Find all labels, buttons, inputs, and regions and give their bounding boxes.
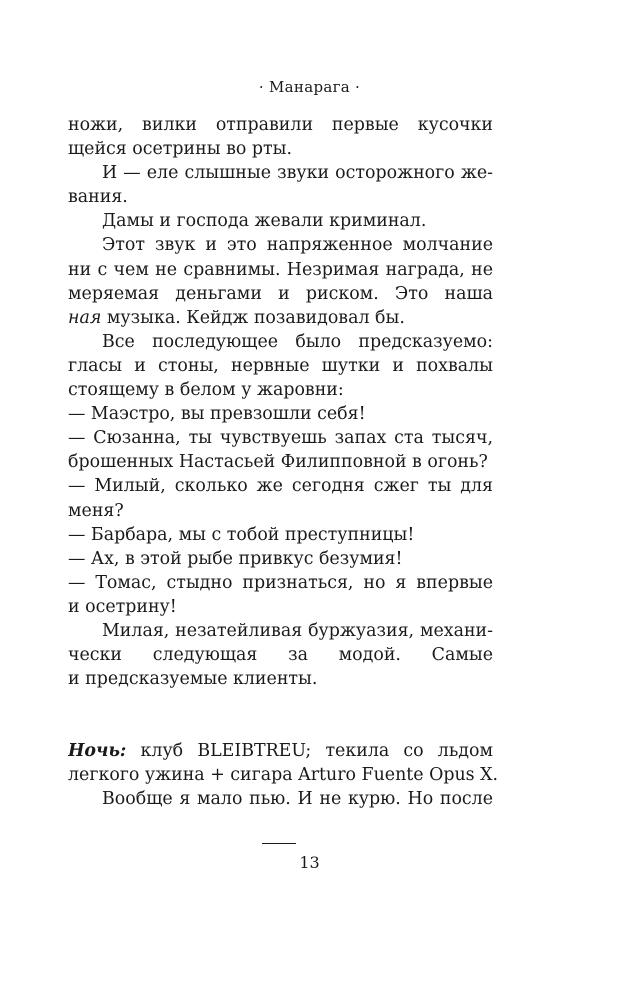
dialogue-line: брошенных Настасьей Филипповной в огонь? [68, 452, 488, 473]
text-line: ножи, вилки отправили первые кусочки [68, 115, 493, 135]
text-line: Милая, незатейливая буржуазия, механи- [102, 620, 493, 641]
italic-word: ная [68, 307, 102, 328]
text-line: Ночь: клуб BLEIBTREU; текила со льдом [68, 741, 493, 761]
dialogue-line: меня? [68, 500, 124, 521]
text-line: вания. [68, 187, 128, 208]
text-line: гласы и стоны, нервные шутки и похвалы [68, 355, 493, 376]
footer-rule [262, 843, 296, 844]
dialogue-line: — Барбара, мы с тобой преступницы! [68, 524, 415, 545]
text-line: ная музыка. Кейдж позавидовал бы. [68, 307, 405, 328]
dialogue-line: — Томас, стыдно признаться, но я впервые [68, 572, 493, 593]
text-line: щейся осетрины во рты. [68, 139, 293, 160]
dialogue-line: — Сюзанна, ты чувствуешь запах ста тысяч, [68, 428, 493, 449]
text-line: легкого ужина + сигара Arturo Fuente Opus X. [68, 765, 499, 786]
text-line: стоящему в белом у жаровни: [68, 380, 344, 401]
running-title: · Манарага · [258, 78, 361, 96]
text-line: Вообще я мало пью. И не курю. Но после [102, 789, 493, 810]
dialogue-line: и осетрину! [68, 596, 177, 617]
text-line: Этот звук и это напряженное молчание [102, 235, 493, 256]
text-line: ни с чем не сравнимы. Незримая награда, не [68, 259, 493, 280]
text-line: Дамы и господа жевали криминал. [102, 211, 427, 232]
text-line: И — еле слышные звуки осторожного же- [102, 163, 493, 184]
second-text-block [68, 739, 499, 811]
dialogue-line: — Ах, в этой рыбе привкус безумия! [68, 548, 403, 569]
text-line: Все последующее было предсказуемо: [102, 331, 493, 352]
text-line: и предсказуемые клиенты. [68, 669, 318, 690]
main-text-block [68, 113, 493, 691]
dialogue-line: — Милый, сколько же сегодня сжег ты для [68, 476, 493, 497]
text-line: чески следующая за модой. Самые [68, 645, 493, 666]
dialogue-line: — Маэстро, вы превзошли себя! [68, 404, 366, 425]
section-label: Ночь: [68, 741, 127, 761]
page-number: 13 [299, 853, 320, 872]
text-line: меряемая деньгами и риском. Это наша [68, 283, 493, 304]
